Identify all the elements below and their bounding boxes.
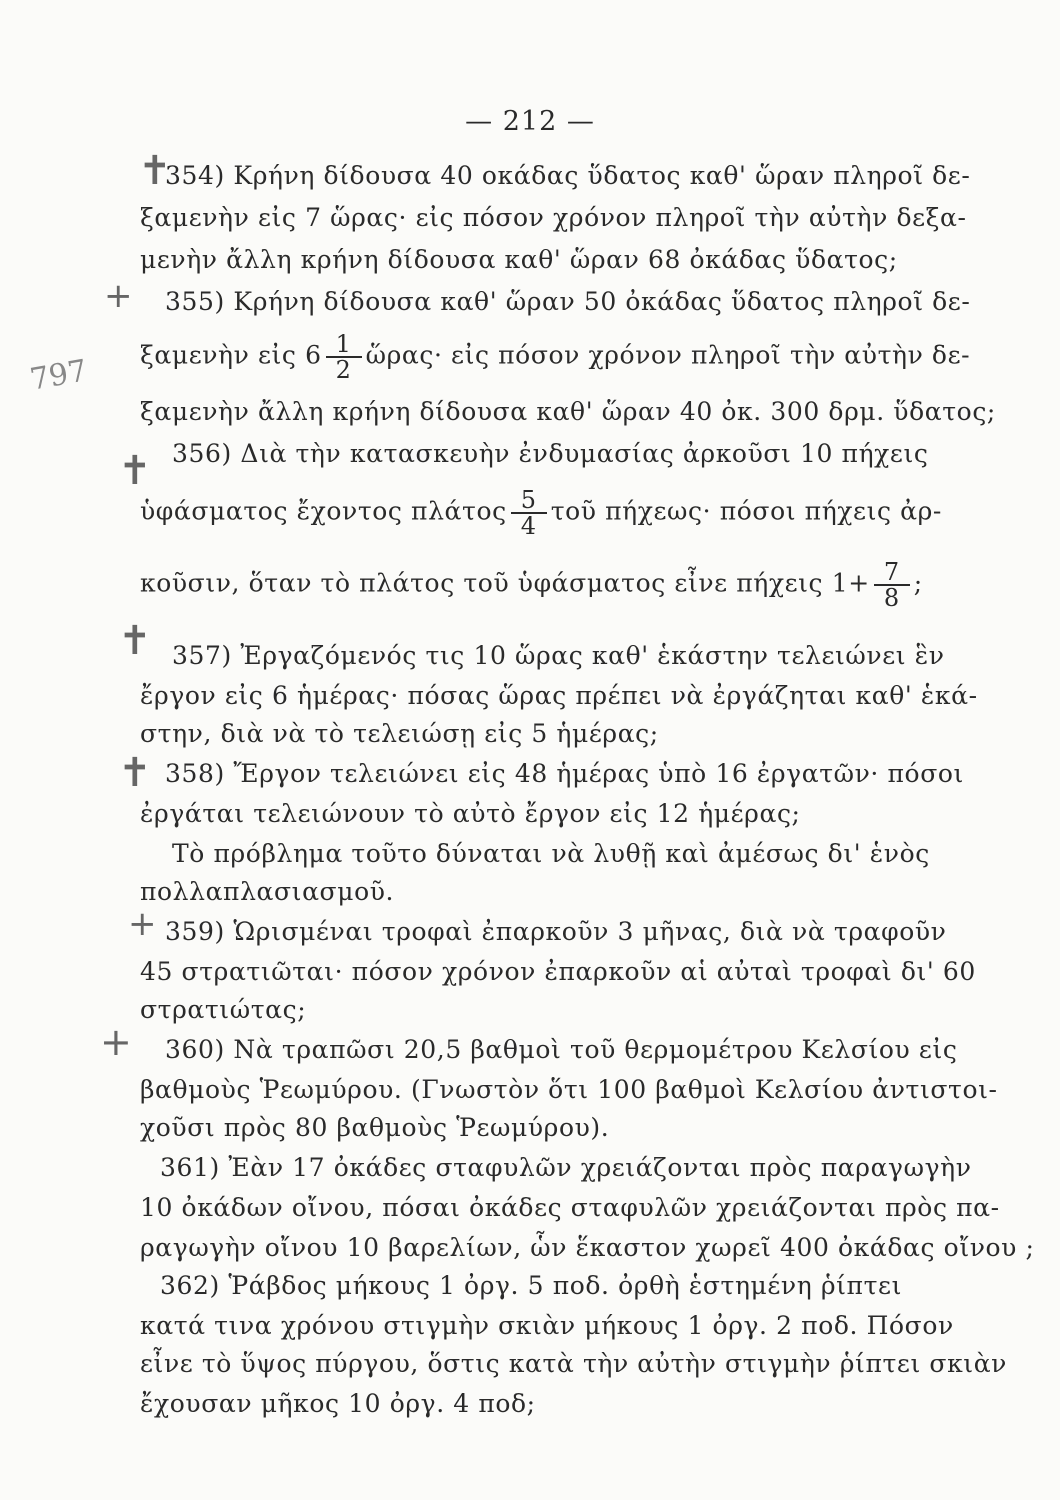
fraction-denominator: 4 bbox=[520, 512, 537, 540]
text-segment: κοῦσιν, ὅταν τὸ πλάτος τοῦ ὑφάσματος εἶνε πήχεις 1+ bbox=[140, 568, 870, 598]
margin-note: 797 bbox=[27, 353, 90, 398]
text-line-with-fraction bbox=[140, 560, 960, 610]
text-line: 45 στρατιῶται· πόσον χρόνον ἐπαρκοῦν αἱ αὐταὶ τροφαὶ δι' 60 bbox=[140, 957, 976, 986]
fraction-numerator: 5 bbox=[520, 486, 537, 514]
text-segment: ὑφάσματος ἔχοντος πλάτος bbox=[140, 496, 507, 526]
text-segment: ὥρας· εἰς πόσον χρόνον πληροῖ τὴν αὐτὴν δε- bbox=[365, 340, 971, 370]
text-segment: ; bbox=[913, 568, 923, 598]
text-line: 358) Ἔργον τελειώνει εἰς 48 ἡμέρας ὑπὸ 16 ἐργατῶν· πόσοι bbox=[165, 759, 964, 788]
text-line: 362) Ῥάβδος μήκους 1 ὀργ. 5 ποδ. ὀρθὴ ἑστημένη ῥίπτει bbox=[160, 1271, 902, 1300]
text-line: μενὴν ἄλλη κρήνη δίδουσα καθ' ὥραν 68 ὀκάδας ὕδατος; bbox=[140, 245, 898, 274]
text-line-with-fraction bbox=[140, 488, 960, 538]
text-line: 361) Ἐὰν 17 ὀκάδες σταφυλῶν χρειάζονται πρὸς παραγωγὴν bbox=[160, 1153, 972, 1182]
margin-cross-mark: + bbox=[128, 904, 157, 944]
text-line: 357) Ἐργαζόμενός τις 10 ὥρας καθ' ἑκάστην τελειώνει ἓν bbox=[172, 641, 945, 670]
text-line: 356) Διὰ τὴν κατασκευὴν ἐνδυμασίας ἀρκοῦσι 10 πήχεις bbox=[172, 439, 929, 468]
fraction bbox=[874, 560, 910, 610]
text-line: ξαμενὴν εἰς 7 ὥρας· εἰς πόσον χρόνον πληροῖ τὴν αὐτὴν δεξα- bbox=[140, 203, 967, 232]
text-segment: ξαμενὴν εἰς 6 bbox=[140, 340, 322, 370]
text-line: ἐργάται τελειώνουν τὸ αὐτὸ ἔργον εἰς 12 ἡμέρας; bbox=[140, 799, 801, 828]
fraction-numerator: 7 bbox=[883, 558, 900, 586]
text-line: Τὸ πρόβλημα τοῦτο δύναται νὰ λυθῇ καὶ ἀμέσως δι' ἑνὸς bbox=[172, 839, 930, 868]
page-number: — 212 — bbox=[465, 106, 595, 137]
text-line: ραγωγὴν οἴνου 10 βαρελίων, ὧν ἕκαστον χωρεῖ 400 ὀκάδας οἴνου ; bbox=[140, 1233, 1035, 1262]
margin-cross-mark: ✝ bbox=[118, 448, 152, 494]
text-line: 360) Νὰ τραπῶσι 20,5 βαθμοὶ τοῦ θερμομέτρου Κελσίου εἰς bbox=[165, 1035, 958, 1064]
text-line: ἔχουσαν μῆκος 10 ὀργ. 4 ποδ; bbox=[140, 1389, 536, 1418]
margin-cross-mark: ✝ bbox=[138, 148, 172, 194]
fraction-numerator: 1 bbox=[335, 330, 352, 358]
text-line: στρατιώτας; bbox=[140, 995, 307, 1024]
margin-cross-mark: + bbox=[100, 1020, 132, 1064]
text-line: 10 ὀκάδων οἴνου, πόσαι ὀκάδες σταφυλῶν χρειάζονται πρὸς πα- bbox=[140, 1193, 1000, 1222]
fraction bbox=[511, 488, 547, 538]
text-line: εἶνε τὸ ὕψος πύργου, ὅστις κατὰ τὴν αὐτὴν στιγμὴν ῥίπτει σκιὰν bbox=[140, 1349, 1007, 1378]
text-line: βαθμοὺς Ῥεωμύρου. (Γνωστὸν ὅτι 100 βαθμοὶ Κελσίου ἀντιστοι- bbox=[140, 1075, 998, 1104]
margin-cross-mark: + bbox=[104, 276, 133, 316]
text-line-with-fraction bbox=[140, 330, 971, 384]
text-line: ἔργον εἰς 6 ἡμέρας· πόσας ὥρας πρέπει νὰ ἐργάζηται καθ' ἑκά- bbox=[140, 681, 978, 710]
text-line: χοῦσι πρὸς 80 βαθμοὺς Ῥεωμύρου). bbox=[140, 1113, 610, 1142]
text-line: κατά τινα χρόνου στιγμὴν σκιὰν μήκους 1 ὀργ. 2 ποδ. Πόσον bbox=[140, 1311, 954, 1340]
text-line: 359) Ὡρισμέναι τροφαὶ ἐπαρκοῦν 3 μῆνας, διὰ νὰ τραφοῦν bbox=[165, 917, 947, 946]
text-line: 355) Κρήνη δίδουσα καθ' ὥραν 50 ὀκάδας ὕδατος πληροῖ δε- bbox=[165, 287, 971, 316]
text-line: πολλαπλασιασμοῦ. bbox=[140, 877, 395, 906]
fraction-denominator: 8 bbox=[883, 584, 900, 612]
margin-cross-mark: ✝ bbox=[118, 618, 152, 664]
text-line: ξαμενὴν ἄλλη κρήνη δίδουσα καθ' ὥραν 40 ὀκ. 300 δρμ. ὕδατος; bbox=[140, 397, 996, 426]
fraction bbox=[326, 332, 362, 382]
text-line: 354) Κρήνη δίδουσα 40 οκάδας ὕδατος καθ' ὥραν πληροῖ δε- bbox=[165, 161, 971, 190]
fraction-denominator: 2 bbox=[335, 356, 352, 384]
text-line: στην, διὰ νὰ τὸ τελειώσῃ εἰς 5 ἡμέρας; bbox=[140, 719, 659, 748]
margin-cross-mark: ✝ bbox=[118, 750, 152, 796]
text-segment: τοῦ πήχεως· πόσοι πήχεις ἀρ- bbox=[550, 496, 942, 526]
